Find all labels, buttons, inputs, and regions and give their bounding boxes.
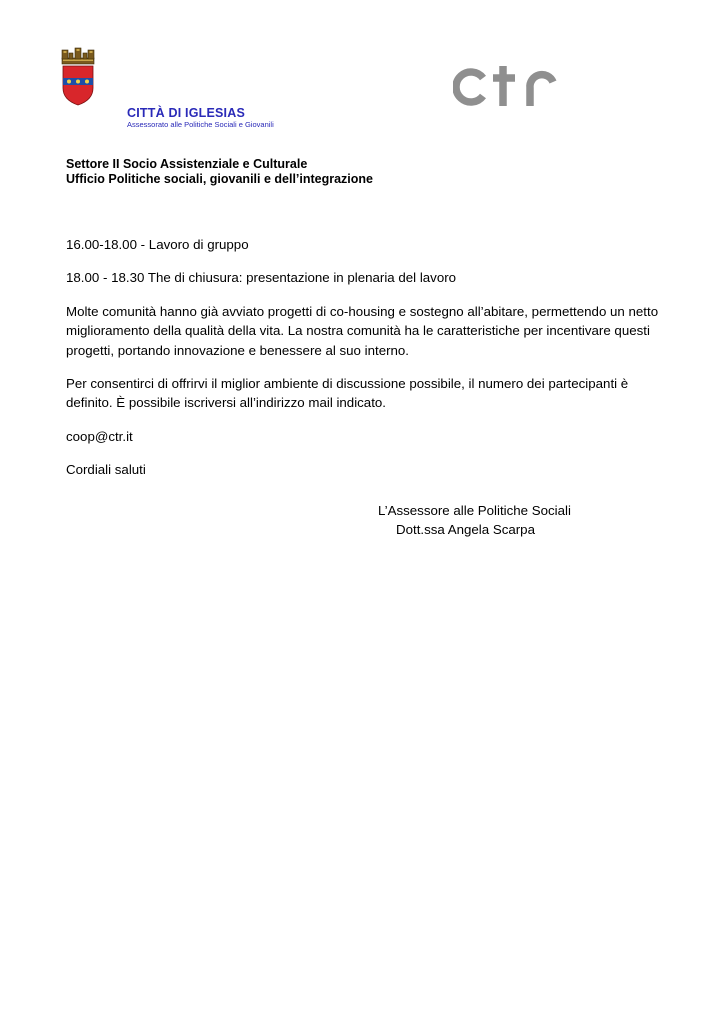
paragraph-2: Per consentirci di offrirvi il miglior ambiente di discussione possibile, il numero dei partecipanti è definito. È possibile iscriversi all’indirizzo mail indicato. — [66, 376, 629, 411]
city-subtitle: Assessorato alle Politiche Sociali e Giovanili — [127, 120, 274, 129]
paragraph-1: Molte comunità hanno già avviato progetti di co-housing e sostegno all’abitare, permettendo un netto miglioramento della qualità della vita. La nostra comunità ha le caratteristiche per incentivare questi progetti, portando innovazione e benessere al suo interno. — [66, 303, 659, 358]
sector-line-2: Ufficio Politiche sociali, giovanili e dell’integrazione — [66, 172, 374, 186]
sector-heading — [66, 157, 373, 187]
sector-line-1: Settore II Socio Assistenziale e Culturale — [66, 157, 308, 171]
closing-salutation: Cordiali saluti — [66, 462, 146, 478]
city-name: CITTÀ DI IGLESIAS — [127, 106, 245, 120]
city-crest-icon — [58, 44, 98, 106]
city-header — [127, 106, 274, 129]
schedule-item-1: 16.00-18.00 - Lavoro di gruppo — [66, 237, 249, 252]
letter-body — [66, 235, 676, 494]
signature-title: L’Assessore alle Politiche Sociali — [378, 503, 571, 518]
contact-email[interactable]: coop@ctr.it — [66, 428, 133, 444]
signature-block — [378, 501, 571, 539]
signature-name: Dott.ssa Angela Scarpa — [396, 522, 535, 537]
schedule-item-2: 18.00 - 18.30 The di chiusura: presentazione in plenaria del lavoro — [66, 270, 457, 286]
ctr-logo — [453, 66, 557, 106]
